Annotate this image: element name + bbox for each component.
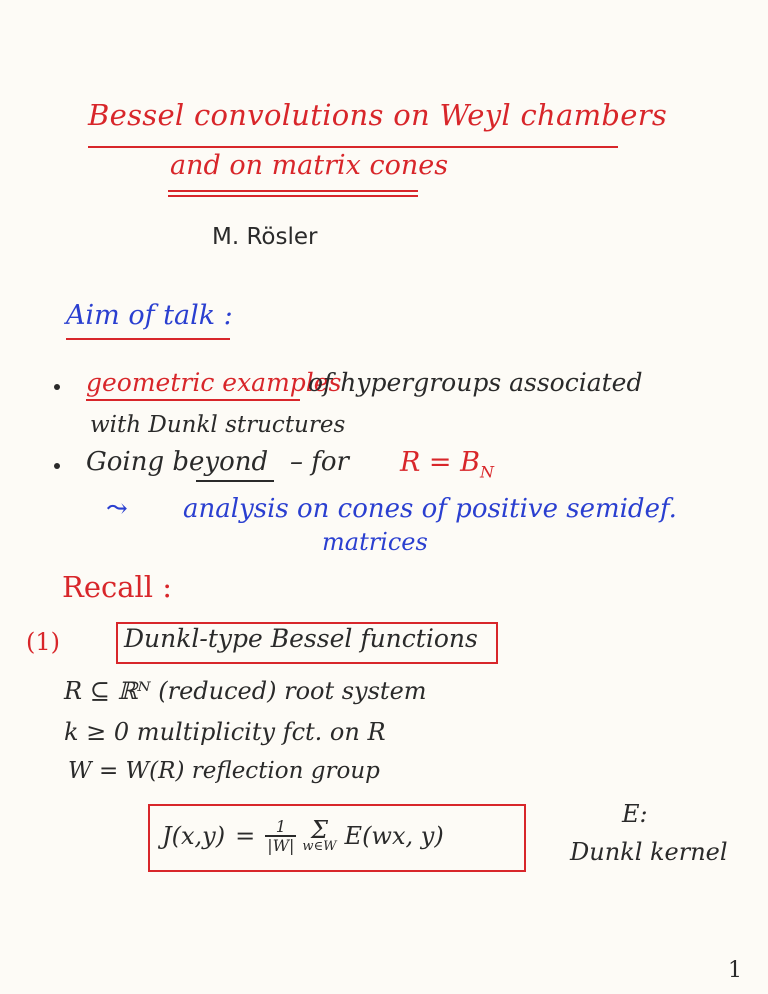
aim-underline [66, 338, 230, 340]
root-system-line: R ⊆ ℝᴺ (reduced) root system [64, 677, 427, 705]
kernel-label: E: [622, 800, 648, 828]
fraction-numerator: 1 [275, 817, 286, 836]
reflection-group-line: W = W(R) reflection group [68, 758, 380, 784]
author: M. Rösler [212, 224, 318, 250]
section-heading: Dunkl-type Bessel functions [124, 624, 478, 653]
formula-equals: = [235, 822, 256, 850]
sum-subscript: w∈W [302, 838, 337, 854]
bullet-dot [54, 463, 60, 469]
bullet1-underline [86, 399, 300, 401]
formula-lhs: J(x,y) [162, 822, 226, 850]
title-line-2: and on matrix cones [170, 150, 449, 181]
formula-rhs: E(wx, y) [344, 822, 444, 850]
title-underline-2a [168, 190, 418, 192]
formula-sum [302, 815, 337, 854]
root-system-subscript: N [479, 462, 494, 482]
bullet2-going: Going beyond [86, 447, 269, 477]
root-system-text: R = B [400, 447, 480, 478]
bullet2-underline [196, 480, 274, 482]
bessel-formula [162, 815, 444, 855]
formula-fraction [265, 818, 296, 854]
bullet2-matrices: matrices [322, 528, 428, 556]
aim-heading: Aim of talk : [66, 300, 233, 331]
bullet2-analysis: analysis on cones of positive semidef. [183, 494, 677, 524]
page-number: 1 [728, 958, 742, 983]
sum-symbol: Σ [311, 815, 328, 844]
bullet1-line2: with Dunkl structures [90, 412, 346, 438]
title-underline-1 [88, 146, 618, 148]
section-number: (1) [26, 628, 60, 656]
squiggle-arrow-icon: ⤳ [106, 494, 128, 524]
bullet1-underlined: geometric examples [86, 368, 342, 397]
bullet1-rest: of hypergroups associated [308, 368, 643, 397]
bullet2-for: – for [290, 447, 349, 477]
multiplicity-line: k ≥ 0 multiplicity fct. on R [64, 718, 386, 746]
kernel-description: Dunkl kernel [570, 838, 728, 866]
title-line-1: Bessel convolutions on Weyl chambers [88, 98, 668, 132]
bullet-dot [54, 384, 60, 390]
fraction-denominator: |W| [267, 836, 295, 855]
title-underline-2b [168, 195, 418, 197]
recall-heading: Recall : [62, 570, 173, 604]
bullet2-root-system [400, 447, 494, 481]
